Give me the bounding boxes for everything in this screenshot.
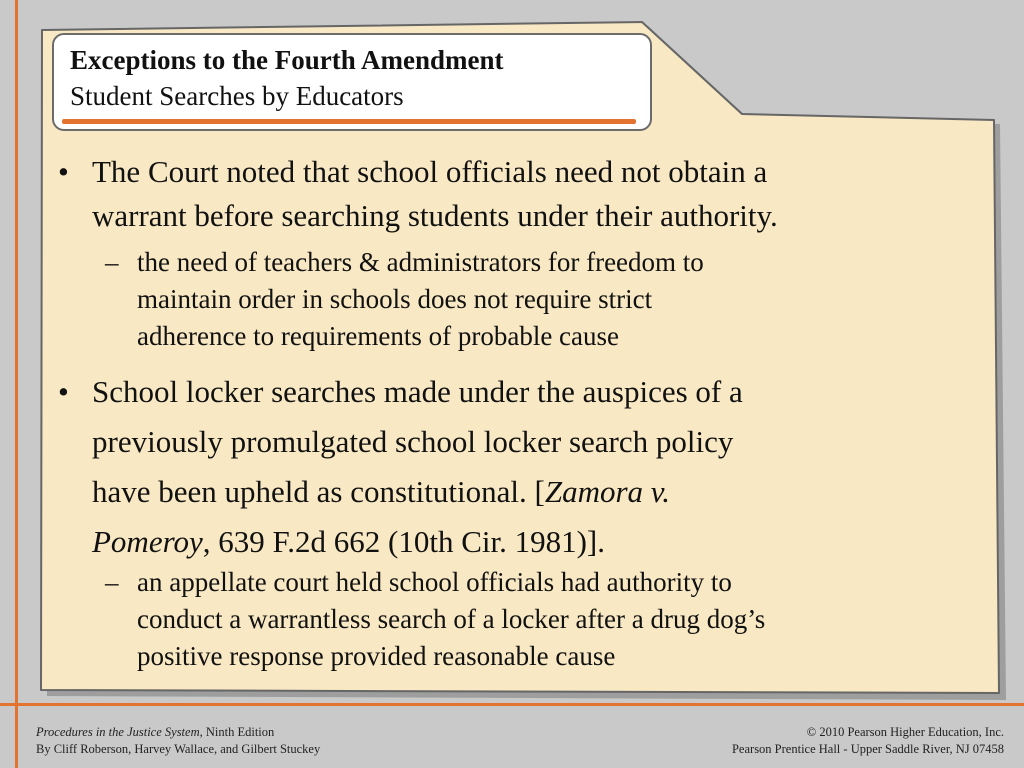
sub-bullet-2 [105,564,997,675]
bullet-1 [58,150,992,238]
footer-book-line [36,724,320,741]
sub-bullet-1-line-2: maintain order in schools does not require strict [137,284,653,314]
case-citation: , 639 F.2d 662 (10th Cir. 1981)]. [202,524,606,559]
sub-bullet-2-line-2: conduct a warrantless search of a locker after a drug dog’s [137,604,766,634]
bullet-1-line-2: warrant before searching students under their authority. [92,198,778,233]
dash-marker: – [105,567,119,597]
bullet-2 [58,367,992,567]
case-name-part-2: Pomeroy [92,524,203,559]
sub-bullet-1-line-3: adherence to requirements of probable cause [137,321,620,351]
footer-copyright: © 2010 Pearson Higher Education, Inc. [806,725,1004,739]
bullet-marker: • [58,374,69,409]
bullet-2-line-3 [92,467,992,517]
book-edition: Ninth Edition [202,725,275,739]
book-title: Procedures in the Justice System, [36,725,203,739]
sub-bullet-2-line-1: an appellate court held school officials had authority to [137,567,732,597]
bullet-marker: • [58,154,69,189]
title-box [52,33,652,131]
case-name-part-1: Zamora v. [544,474,670,509]
bullet-1-line-1: The Court noted that school officials need not obtain a [92,154,768,189]
accent-horizontal-line [0,703,1024,706]
sub-bullet-1-line-1: the need of teachers & administrators for freedom to [137,247,704,277]
title-underline [62,119,636,124]
footer-right [732,724,1004,758]
footer-publisher: Pearson Prentice Hall - Upper Saddle River, NJ 07458 [731,742,1004,756]
sub-bullet-2-line-3: positive response provided reasonable cause [137,641,616,671]
sub-bullet-1 [105,244,997,355]
bullet-2-line-1: School locker searches made under the auspices of a [92,374,743,409]
slide-title: Exceptions to the Fourth Amendment [70,45,504,75]
bullet-2-line-3-text: have been upheld as constitutional. [ [92,474,545,509]
footer-left [36,724,320,758]
dash-marker: – [105,247,119,277]
bullet-2-line-2: previously promulgated school locker search policy [92,424,734,459]
bullet-2-line-4 [92,517,992,567]
slide-subtitle: Student Searches by Educators [70,81,404,111]
footer-authors: By Cliff Roberson, Harvey Wallace, and Gilbert Stuckey [36,742,321,756]
